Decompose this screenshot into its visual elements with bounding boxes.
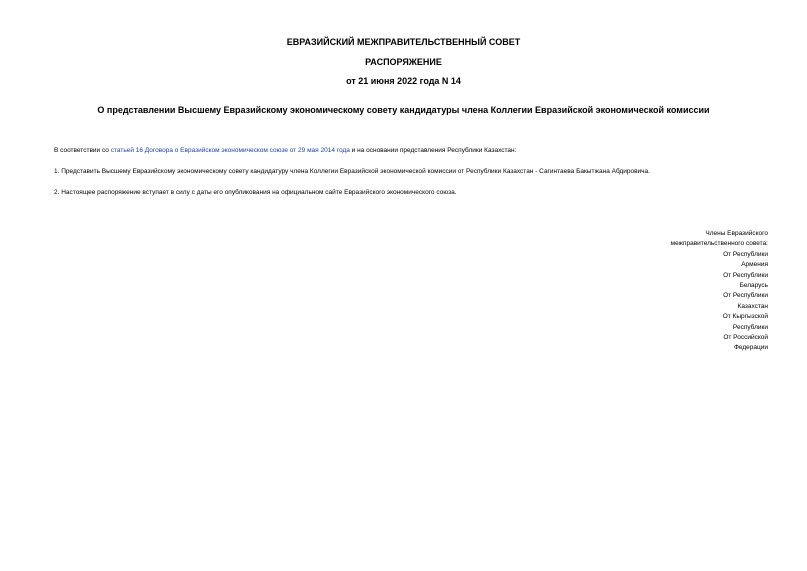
intro-suffix: и на основании представления Республики Казахстан:	[349, 147, 517, 154]
signatory-russia-line-1: От Российской	[723, 333, 768, 341]
signatory-armenia-line-2: Армения	[741, 261, 768, 269]
treaty-article-link[interactable]: статьей 16 Договора о Евразийском экономическом союзе от 29 мая 2014 года	[110, 147, 350, 154]
document-title: О представлении Высшему Евразийскому экономическому совету кандидатуры члена Коллегии Евразийской экономической комиссии	[97, 105, 710, 115]
document-type-heading: РАСПОРЯЖЕНИЕ	[365, 57, 442, 67]
signatures-heading-line-1: Члены Евразийского	[705, 230, 768, 237]
signatory-kyrgyzstan-line-1: От Кыргызской	[722, 313, 768, 321]
signatory-kazakhstan-line-2: Казахстан	[737, 302, 768, 310]
organization-heading: ЕВРАЗИЙСКИЙ МЕЖПРАВИТЕЛЬСТВЕННЫЙ СОВЕТ	[286, 37, 521, 47]
signatures-heading-line-2: межправительственного совета:	[670, 240, 768, 248]
signatory-kazakhstan-line-1: От Республики	[723, 292, 768, 300]
signatures-block	[671, 229, 768, 354]
signatory-armenia-line-1: От Республики	[723, 250, 768, 258]
signatory-belarus-line-2: Беларусь	[739, 281, 768, 289]
intro-paragraph	[54, 146, 516, 155]
intro-prefix: В соответствии со	[54, 147, 111, 154]
paragraph-item-1: 1. Представить Высшему Евразийскому экономическому совету кандидатуру члена Коллегии Евразийской экономической комиссии от Республики Казахстан - Сагинтаева Бакытжана Абдировича.	[54, 168, 650, 175]
paragraph-item-2: 2. Настоящее распоряжение вступает в силу с даты его опубликования на официальном сайте Евразийского экономического союза.	[54, 189, 457, 196]
signatory-belarus-line-1: От Республики	[723, 271, 768, 279]
document-date: от 21 июня 2022 года N 14	[346, 76, 461, 86]
signatory-russia-line-2: Федерации	[733, 344, 768, 352]
signatory-kyrgyzstan-line-2: Республики	[732, 323, 768, 331]
